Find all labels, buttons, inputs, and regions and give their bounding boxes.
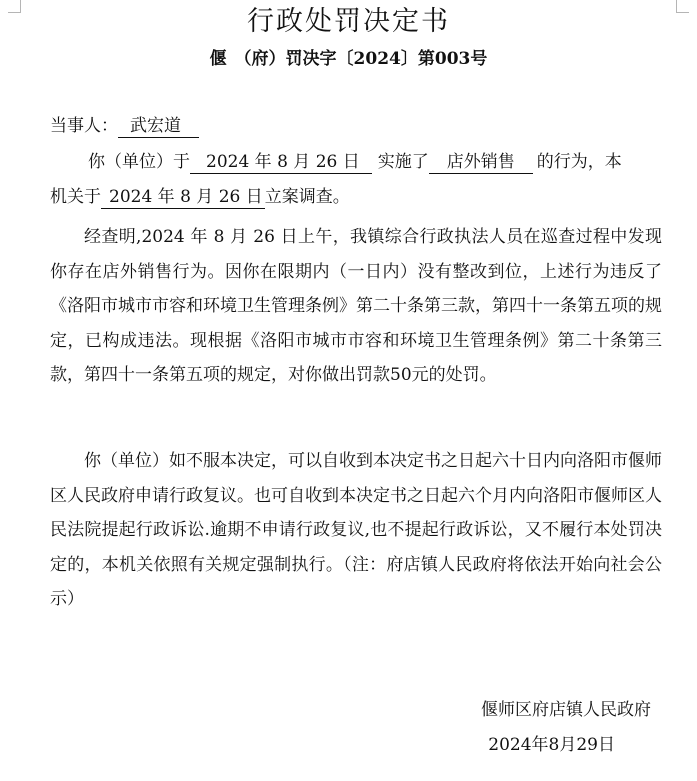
intro-text-3: 的行为，本 — [536, 152, 622, 172]
issue-date: 2024年8月29日 — [488, 735, 615, 755]
violation-act: 店外销售 — [429, 151, 533, 174]
party-label: 当事人： — [50, 116, 118, 136]
findings-paragraph: 经查明,2024 年 8 月 26 日上午，我镇综合行政执法人员在巡查过程中发现你存在店外销售行为。因你在限期内（一日内）没有整改到位，上述行为违反了《洛阳市城市市容和环境卫生管理条例》第二十条第三款，第四十一条第五项的规定，已构成违法。现根据《洛阳市城市市容和环境卫生管理条例》第二十条第三款，第四十一条第五项的规定，对你做出罚款50元的处罚。 — [50, 227, 662, 386]
party-line — [50, 114, 199, 138]
intro-line-2 — [50, 185, 350, 209]
intro-line-1 — [88, 150, 622, 174]
filing-date: 2024 年 8 月 26 日 — [101, 186, 265, 209]
rights-paragraph: 你（单位）如不服本决定，可以自收到本决定书之日起六十日内向洛阳市偃师区人民政府申请行政复议。也可自收到本决定书之日起六个月内向洛阳市偃师区人民法院提起行政诉讼.逾期不申请行政复议,也不提起行政诉讼，又不履行本处罚决定的，本机关依照有关规定强制执行。（注：府店镇人民政府将依法开始向社会公示） — [50, 451, 662, 610]
document-title: 行政处罚决定书 — [247, 6, 450, 37]
intro-text-1: 你（单位）于 — [88, 152, 190, 172]
violation-date: 2024 年 8 月 26 日 — [190, 151, 372, 174]
intro-text-4: 机关于 — [50, 187, 101, 207]
party-name: 武宏道 — [118, 115, 199, 138]
intro-text-2: 实施了 — [377, 152, 429, 172]
document-number: 偃 （府）罚决字〔2024〕第003号 — [209, 49, 488, 69]
issuing-authority: 偃师区府店镇人民政府 — [481, 700, 651, 720]
intro-text-5: 立案调查。 — [264, 187, 350, 207]
